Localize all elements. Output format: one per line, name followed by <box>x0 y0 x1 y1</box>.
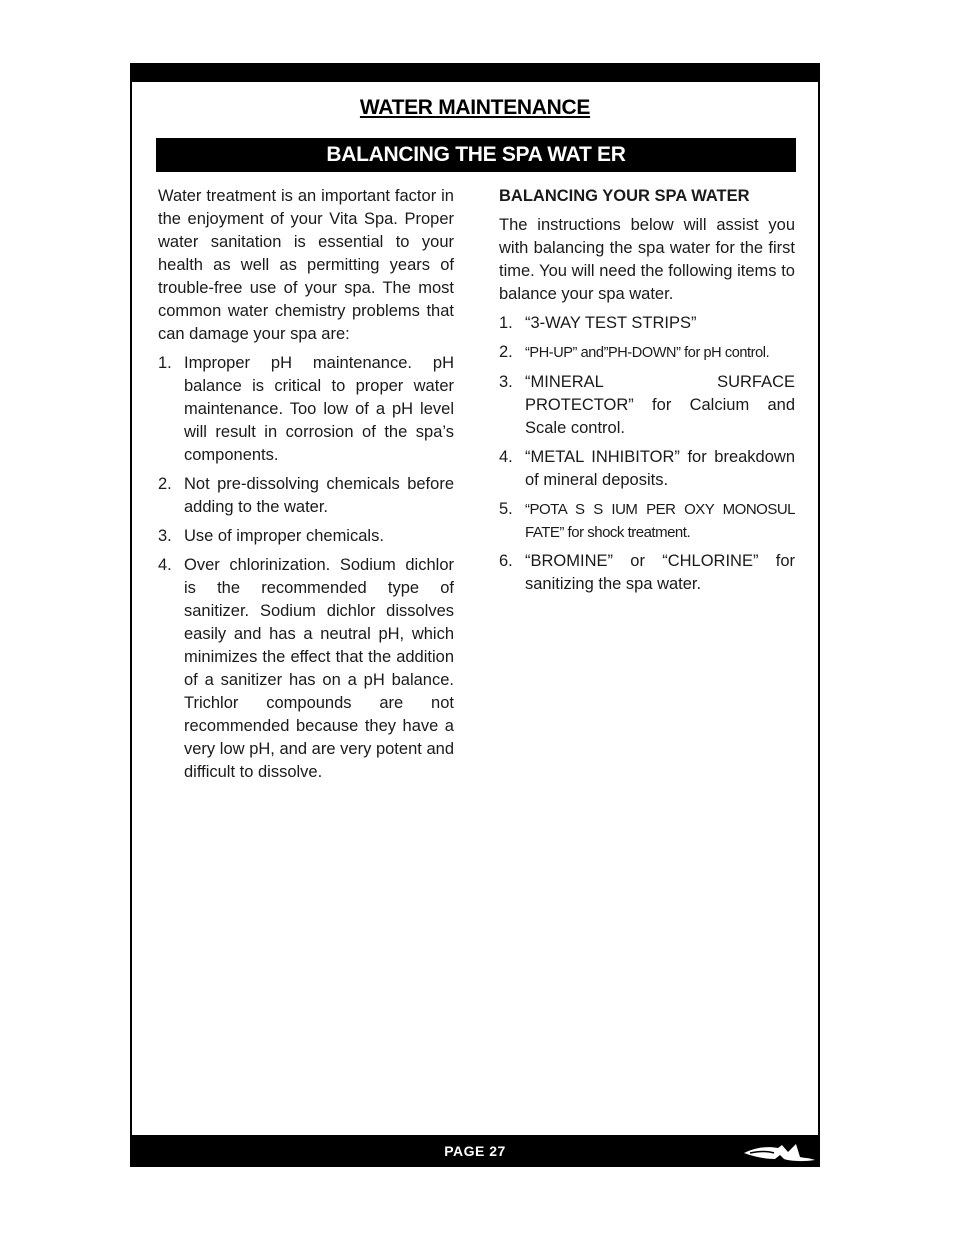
list-item <box>499 446 795 492</box>
item-number: 4. <box>158 556 172 574</box>
item-text: “3-WAY TEST STRIPS” <box>525 314 697 332</box>
list-item <box>499 341 795 365</box>
item-number: 1. <box>499 314 513 332</box>
item-text: Not pre-dissolving chemicals before adding to the water. <box>184 475 454 516</box>
left-intro: Water treatment is an important factor in the enjoyment of your Vita Spa. Proper water sanitation is essential to your health as well as permitting years of trouble-free use of your spa. The most common water chemistry problems that can damage your spa are: <box>158 187 454 343</box>
list-item <box>499 371 795 440</box>
list-item <box>158 525 454 548</box>
item-text: Improper pH maintenance. pH balance is critical to proper water maintenance. Too low of a pH level will result in corrosion of the spa’s components. <box>184 354 454 464</box>
footer-bar <box>132 1135 818 1165</box>
banner-title: BALANCING THE SPA WAT ER <box>156 138 796 172</box>
item-text: Use of improper chemicals. <box>184 527 384 545</box>
list-item <box>158 352 454 467</box>
list-item <box>158 554 454 784</box>
item-number: 2. <box>499 343 513 361</box>
page-frame <box>130 63 820 1167</box>
item-number: 3. <box>499 373 513 391</box>
right-intro: The instructions below will assist you with balancing the spa water for the first time. You will need the following items to balance your spa water. <box>499 216 795 303</box>
top-bar <box>132 65 818 82</box>
list-item <box>499 312 795 335</box>
list-item <box>158 473 454 519</box>
item-text: “PH-UP” and”PH-DOWN” for pH control. <box>525 345 770 361</box>
item-number: 6. <box>499 552 513 570</box>
item-number: 1. <box>158 354 172 372</box>
item-text: “BROMINE” or “CHLORINE” for sanitizing the spa water. <box>525 552 795 593</box>
problems-list <box>158 352 454 784</box>
list-item <box>499 550 795 596</box>
list-item <box>499 498 795 544</box>
item-text: “METAL INHIBITOR” for breakdown of mineral deposits. <box>525 448 795 489</box>
item-text: Over chlorinization. Sodium dichlor is the recommended type of sanitizer. Sodium dichlor dissolves easily and has a neutral pH, which minimizes the effect that the addition of a sanitizer has on a pH balance. Trichlor compounds are not recommended because they have a very low pH, and are very potent and difficult to dissolve. <box>184 556 454 781</box>
item-text: “POTA S S IUM PER OXY MONOSUL FATE” for shock treatment. <box>525 501 795 541</box>
item-number: 2. <box>158 475 172 493</box>
left-column <box>158 185 454 790</box>
item-number: 5. <box>499 500 513 518</box>
right-subheading: BALANCING YOUR SPA WATER <box>499 187 750 205</box>
item-number: 4. <box>499 448 513 466</box>
item-number: 3. <box>158 527 172 545</box>
section-title: WATER MAINTENANCE <box>359 96 591 119</box>
right-column <box>499 185 795 602</box>
page-number: PAGE 27 <box>444 1143 506 1159</box>
sm-logo-icon <box>738 1137 816 1165</box>
items-needed-list <box>499 312 795 596</box>
item-text: “MINERAL SURFACE PROTECTOR” for Calcium and Scale control. <box>525 373 795 437</box>
